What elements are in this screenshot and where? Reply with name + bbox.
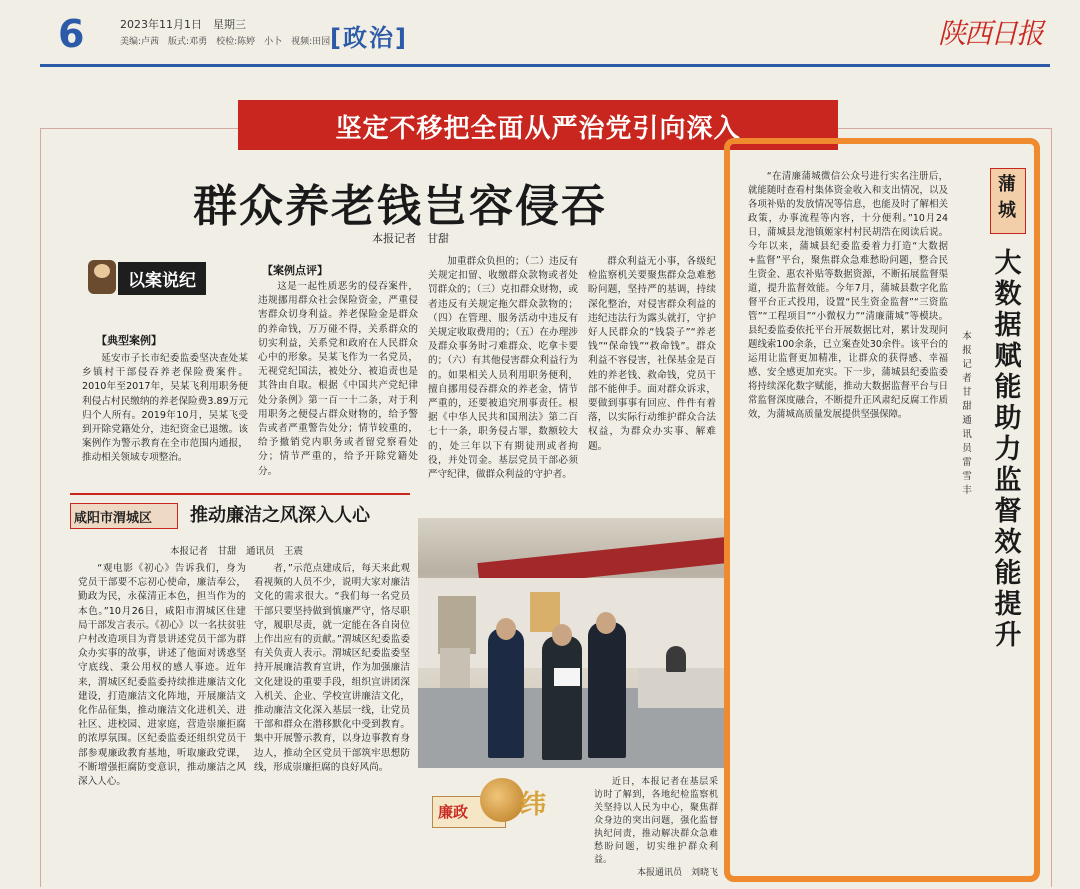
article-paragraph: 者，”示范点建成后，每天来此观看视频的人员不少，说明大家对廉洁文化的需求很大。“我们每一名党员干部只要坚持做到慎廉严守，恪尽职守，履职尽责，就一定能在各自岗位上作出应有的贡献。”渭城区纪委监委有关负责人表示。渭城区纪委监委坚持开展廉洁教育宣讲，作为加强廉洁文化建设的重要手段，组织宣讲团深入机关、企业、学校宣讲廉洁文化，推动廉洁文化深入基层一线，让党员干部和群众在潜移默化中受到教育。集中开展警示教育，以身边事教育身边人，推动全区党员干部筑牢思想防线，形成崇廉拒腐的良好风尚。	[254, 563, 410, 773]
sidebar-article-text	[748, 170, 948, 866]
editor-credits: 美编:卢茜 版式:邓勇 校检:陈婷 小卜 视频:田园	[120, 37, 331, 47]
location-tag: 咸阳市渭城区	[74, 511, 153, 526]
photo-person-1-head	[496, 618, 516, 640]
banner-title: 坚定不移把全面从严治党引向深入	[335, 114, 741, 144]
article-paragraph: 群众利益无小事，各级纪检监察机关要聚焦群众急难愁盼问题，坚持严的基调，持续深化整治，对侵害群众利益的违纪违法行为露头就打，守护好人民群众的“钱袋子”“养老钱”“保命钱”“救命钱”。群众利益不容侵害，社保基金是百姓的养老钱、救命钱，党员干部不能伸手。面对群众诉求，要做到事事有回应、件件有着落，以实际行动维护群众合法权益，为群众办实事、解难题。	[588, 256, 716, 452]
sidebar-byline: 本报记者 甘甜 通讯员 雷雪丰	[962, 331, 982, 496]
page-number: 6	[58, 12, 85, 56]
newspaper-logo: 陕西日报	[938, 17, 1043, 50]
section-label-typical: 【典型案例】	[96, 334, 162, 347]
globe-icon	[480, 778, 524, 822]
column-tag: 以案说纪	[118, 262, 206, 295]
article-divider	[70, 493, 410, 495]
news-photo	[418, 518, 724, 768]
lianzheng-glyph: 纬	[520, 790, 547, 820]
article2-column-1	[78, 562, 246, 878]
article2-column-2	[254, 562, 410, 878]
cartoon-avatar-icon	[88, 260, 116, 294]
article-paragraph: 近日，本报记者在基层采访时了解到，各地纪检监察机关坚持以人民为中心，聚焦群众身边的突出问题，强化监督执纪问责，推动解决群众急难愁盼问题，切实维护群众利益。	[594, 777, 718, 865]
article-paragraph: “观电影《初心》告诉我们，身为党员干部要不忘初心使命，廉洁奉公，勤政为民，永葆清正本色，担当作为的本色。”10月26日，咸阳市渭城区住建局干部发言表示。《初心》以一名扶贫驻户村改造项目为背景讲述党员干部为群众办实事的故事，讲述了他面对诱惑坚守底线、秉公用权的感人事迹。近年来，渭城区纪委监委持续推进廉洁文化建设，打造廉洁文化阵地，开展廉洁文化作品征集，推动廉洁文化进机关、进社区、进校园、进家庭，营造崇廉拒腐的浓厚氛围。区纪委监委还组织党员干部参观廉政教育基地，听取廉政党课，不断增强拒腐防变意识，推动廉洁之风深入人心。	[78, 563, 246, 788]
photo-door	[438, 596, 476, 654]
masthead-rule	[40, 64, 1050, 67]
section-title: [政治]	[330, 24, 408, 52]
article-byline: 本报记者 甘甜	[372, 232, 449, 245]
article-column-2	[258, 280, 418, 480]
photo-person-4	[666, 646, 686, 672]
article-paragraph: 加重群众负担的；（二）违反有关规定扣留、收缴群众款物或者处罚群众的；（三）克扣群众财物，或者违反有关规定拖欠群众款物的；（四）在管理、服务活动中违反有关规定收取费用的；（五）在办理涉及群众事务时刁难群众、吃拿卡要的；（六）有其他侵害群众利益行为的。如果相关人员利用职务便利，擅自挪用侵吞群众的养老金，情节严重的，还要被追究刑事责任。根据《中华人民共和国刑法》第二百七十一条，职务侵占罪，数额较大的，处三年以下有期徒刑或者拘役，并处罚金。基层党员干部必须严守纪律，做群众利益的守护者。	[428, 256, 578, 481]
photo-person-1	[488, 628, 524, 758]
article-column-1	[82, 352, 248, 476]
article-paragraph: “在清廉蒲城微信公众号进行实名注册后，就能随时查看村集体资金收入和支出情况，以及各项补贴的发放情况等信息，也能及时了解相关政策，办事流程等内容，十分便利。”10月24日，蒲城县龙池镇姬家村村民胡浩在阅读后说。今年以来，蒲城县纪委监委着力打造“大数据+监督”平台，聚焦群众急难愁盼问题，整合民生资金、惠农补贴等数据资源，不断拓展监督渠道，提升监督效能。今年7月，蒲城县数字化监督平台正式投用，设置“民生资金监督”“三资监管”“工程项目”“小微权力”“清廉蒲城”等模块。县纪委监委依托平台开展数据比对，累计发现问题线索100余条，已立案查处30余件。该平台的运用让监督更加精准，让群众的获得感、幸福感、安全感更加充实。下一步，蒲城县纪委监委将持续深化数字赋能，推动大数据监督平台与日常监督深度融合，不断提升正风肃纪反腐工作质效，为蒲城高质量发展提供坚强保障。	[748, 171, 948, 420]
article-column-4	[588, 255, 716, 473]
photo-counter	[638, 668, 724, 708]
article-headline: 群众养老钱岂容侵吞	[193, 181, 607, 232]
issue-date: 2023年11月1日 星期三	[120, 18, 246, 31]
article-paragraph: 这是一起性质恶劣的侵吞案件，违规挪用群众社会保险资金，严重侵害群众切身利益。养老保险金是群众的养命钱，万万碰不得，关系群众的切实利益，关系党和政府在人民群众心中的形象。吴某飞作为一名党员，无视党纪国法，被处分、被追责也是其咎由自取。根据《中国共产党纪律处分条例》第一百一十二条，对于利用职务之便侵占群众财物的，给予警告或者严重警告处分；情节较重的，给予撤销党内职务或者留党察看处分；情节严重的，给予开除党籍处分。	[258, 281, 418, 477]
photo-person-3-head	[596, 612, 616, 634]
photo-person-2-head	[552, 624, 572, 646]
section-label-comment: 【案例点评】	[262, 264, 328, 277]
article-paragraph: 延安市子长市纪委监委坚决查处某乡镇村干部侵吞养老保险费案件。2010年至2017年，吴某飞利用职务便利侵占村民缴纳的养老保险费3.89万元归个人所有。2019年10月，吴某飞受到开除党籍处分，违纪资金已退缴。该案例作为警示教育在全市范围内通报，推动相关领域专项整治。	[82, 353, 248, 464]
article2-headline: 推动廉洁之风深入人心	[190, 505, 370, 526]
photo-bench	[440, 648, 470, 688]
photo-person-2	[542, 636, 582, 760]
lianzheng-column	[594, 776, 718, 878]
photo-document	[554, 668, 580, 686]
sidebar-headline: 大数据赋能 助力监督效能提升	[994, 248, 1049, 651]
region-tag: 蒲城	[998, 174, 1016, 221]
article2-byline: 本报记者 甘甜 通讯员 王震	[170, 546, 304, 557]
lianzheng-byline: 本报通讯员 刘晓飞	[636, 868, 718, 878]
article-column-3	[428, 255, 578, 481]
lianzheng-label: 廉政	[438, 803, 469, 821]
photo-person-3	[588, 622, 626, 758]
